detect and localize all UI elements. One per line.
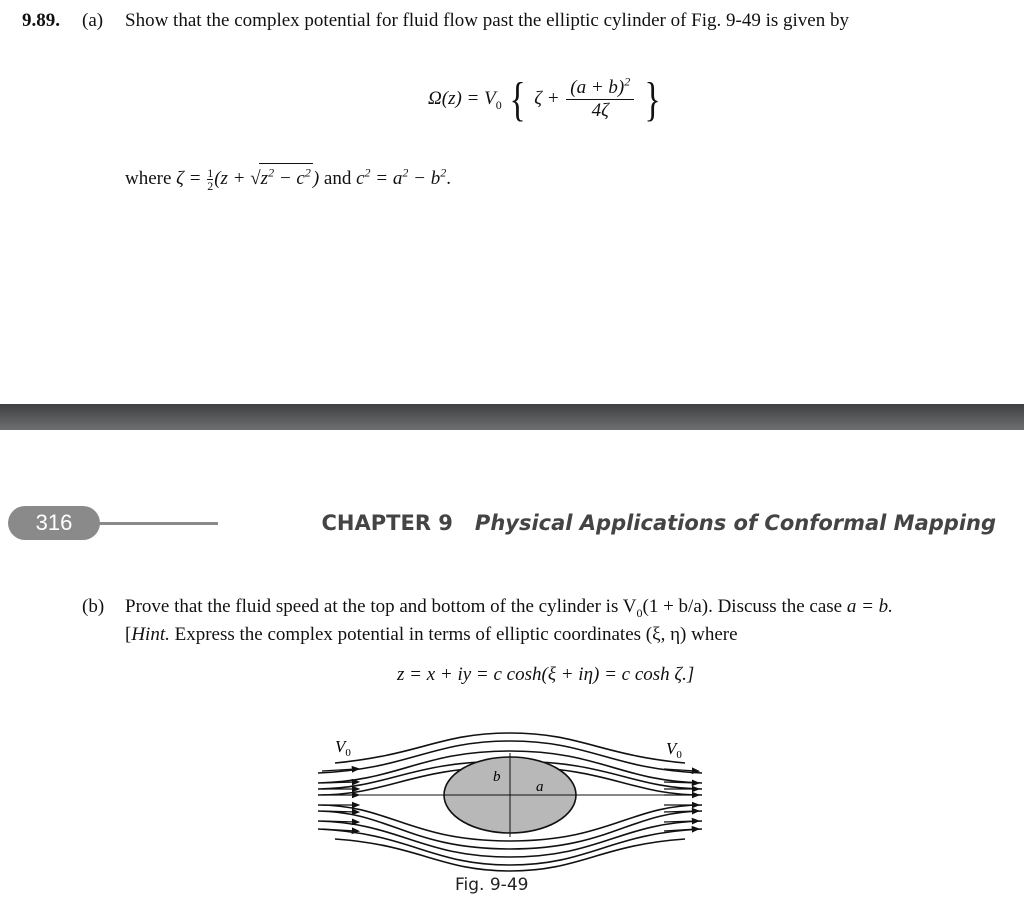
- half-num: 1: [207, 166, 214, 181]
- eq1-v-sub: 0: [495, 97, 502, 112]
- part-b-text: [125, 594, 893, 620]
- where-c: c: [356, 168, 365, 189]
- streamline-10: [335, 839, 685, 871]
- hint-word: Hint.: [131, 624, 170, 645]
- equation-complex-potential: [428, 72, 664, 126]
- eq1-numerator: (a + b): [570, 77, 625, 99]
- hint-open: [: [125, 624, 132, 645]
- where-zeta: ζ =: [176, 168, 202, 189]
- sqrt-icon: √: [250, 168, 261, 189]
- part-b-text-1: Prove that the fluid speed at the top and bottom of the cylinder is V: [125, 596, 637, 617]
- part-b-v-sub: 0: [636, 605, 643, 620]
- hint-text: Express the complex potential in terms of elliptic coordinates (ξ, η) where: [169, 624, 738, 645]
- equation-elliptic-coords: z = x + iy = c cosh(ξ + iη) = c cosh ζ.]: [397, 664, 695, 685]
- label-b: b: [493, 769, 501, 785]
- where-prefix: where: [125, 168, 172, 189]
- part-a-label: (a): [82, 10, 104, 31]
- sqrt-mid: − c: [274, 168, 305, 189]
- header-rule: [96, 522, 218, 525]
- where-a-sup: 2: [402, 165, 409, 180]
- label-v0-right: $V_0$: [666, 739, 682, 761]
- sqrt-sup1: 2: [268, 165, 275, 180]
- part-b-label: (b): [82, 596, 105, 617]
- page-number-badge: 316: [8, 506, 100, 540]
- eq1-num-sup: 2: [624, 74, 631, 89]
- sqrt-sup2: 2: [304, 165, 311, 180]
- page-break-band: [0, 404, 1024, 430]
- chapter-title: Physical Applications of Conformal Mapping: [474, 511, 996, 535]
- left-brace-icon: {: [509, 72, 527, 126]
- sqrt-z: z: [260, 168, 269, 189]
- sqrt-body: [259, 163, 313, 194]
- half-den: 2: [207, 179, 214, 194]
- eq1-denominator: 4ζ: [591, 100, 609, 122]
- where-end: .: [446, 168, 451, 189]
- chapter-header: [322, 508, 996, 538]
- eq1-fraction: [566, 74, 634, 122]
- chapter-label: CHAPTER 9: [321, 511, 453, 535]
- problem-number: 9.89.: [22, 10, 60, 31]
- where-open: (z +: [214, 168, 246, 189]
- label-a: a: [536, 779, 544, 795]
- hint-line: [125, 622, 738, 648]
- part-b-case: a = b.: [846, 596, 893, 617]
- part-a-text: Show that the complex potential for fluid flow past the elliptic cylinder of Fig. 9-49 is given by: [125, 10, 849, 31]
- where-eq: = a: [370, 168, 403, 189]
- where-and: and: [323, 168, 352, 189]
- part-b-text-2: (1 + b/a). Discuss the case: [642, 596, 843, 617]
- eq1-lhs: Ω(z) = V: [428, 88, 496, 109]
- where-c-sup: 2: [364, 165, 371, 180]
- right-brace-icon: }: [644, 72, 661, 126]
- where-b-sup: 2: [440, 165, 447, 180]
- where-close: ): [312, 168, 320, 189]
- where-clause: [125, 163, 451, 194]
- eq1-zeta: ζ +: [534, 88, 560, 109]
- one-half-fraction: [207, 167, 213, 192]
- figure-elliptic-cylinder: [300, 725, 720, 875]
- figure-caption: Fig. 9-49: [455, 875, 529, 895]
- label-v0-left: $V_0$: [335, 737, 351, 759]
- where-minus-b: − b: [408, 168, 441, 189]
